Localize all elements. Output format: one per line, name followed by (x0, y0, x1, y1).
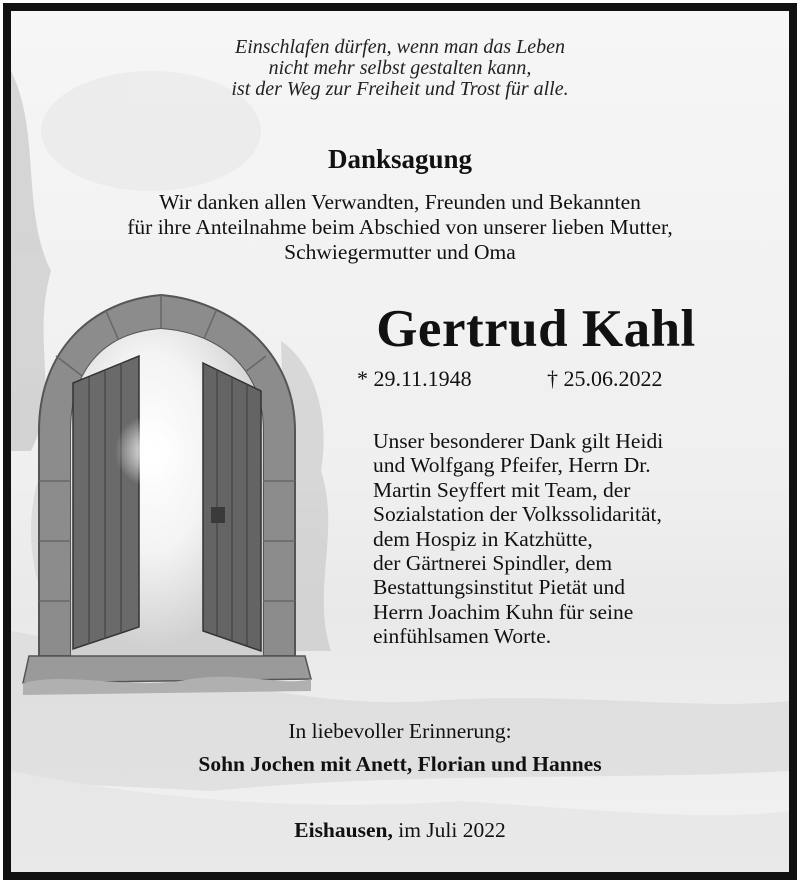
special-thanks-line: und Wolfgang Pfeifer, Herrn Dr. (373, 453, 651, 478)
quote-line: ist der Weg zur Freiheit und Trost für alle. (231, 78, 569, 100)
thanks-line: Wir danken allen Verwandten, Freunden und Bekannten (159, 190, 641, 214)
place-date-line (11, 818, 789, 843)
special-thanks-line: einfühlsamen Worte. (373, 624, 552, 649)
obituary-notice (3, 3, 797, 880)
thanks-line: für ihre Anteilnahme beim Abschied von unserer lieben Mutter, (127, 215, 673, 239)
place-name: Eishausen, (294, 818, 393, 842)
deceased-name: Gertrud Kahl (376, 300, 696, 358)
death-date: † 25.06.2022 (547, 366, 663, 391)
arched-doorway-icon (23, 295, 311, 695)
memorial-quote (11, 37, 789, 100)
special-thanks-line: Herrn Joachim Kuhn für seine (373, 599, 634, 624)
thanks-line: Schwiegermutter und Oma (284, 240, 516, 264)
special-thanks-line: dem Hospiz in Katzhütte, (373, 526, 593, 551)
quote-line: nicht mehr selbst gestalten kann, (268, 57, 532, 79)
memory-line: In liebevoller Erinnerung: (288, 719, 512, 743)
quote-line: Einschlafen dürfen, wenn man das Leben (235, 36, 565, 58)
special-thanks-line: Bestattungsinstitut Pietät und (373, 575, 626, 600)
notice-date: im Juli 2022 (398, 818, 506, 842)
general-thanks (11, 190, 789, 265)
special-thanks-line: Martin Seyffert mit Team, der (373, 477, 631, 502)
family-signature: Sohn Jochen mit Anett, Florian und Hannes (198, 752, 602, 776)
birth-date: * 29.11.1948 (357, 366, 472, 391)
special-thanks-line: Unser besonderer Dank gilt Heidi (373, 429, 664, 453)
special-thanks-line: der Gärtnerei Spindler, dem (373, 551, 613, 576)
special-thanks-line: Sozialstation der Volkssolidarität, (373, 502, 662, 527)
special-thanks (373, 429, 663, 649)
notice-heading: Danksagung (327, 144, 473, 174)
